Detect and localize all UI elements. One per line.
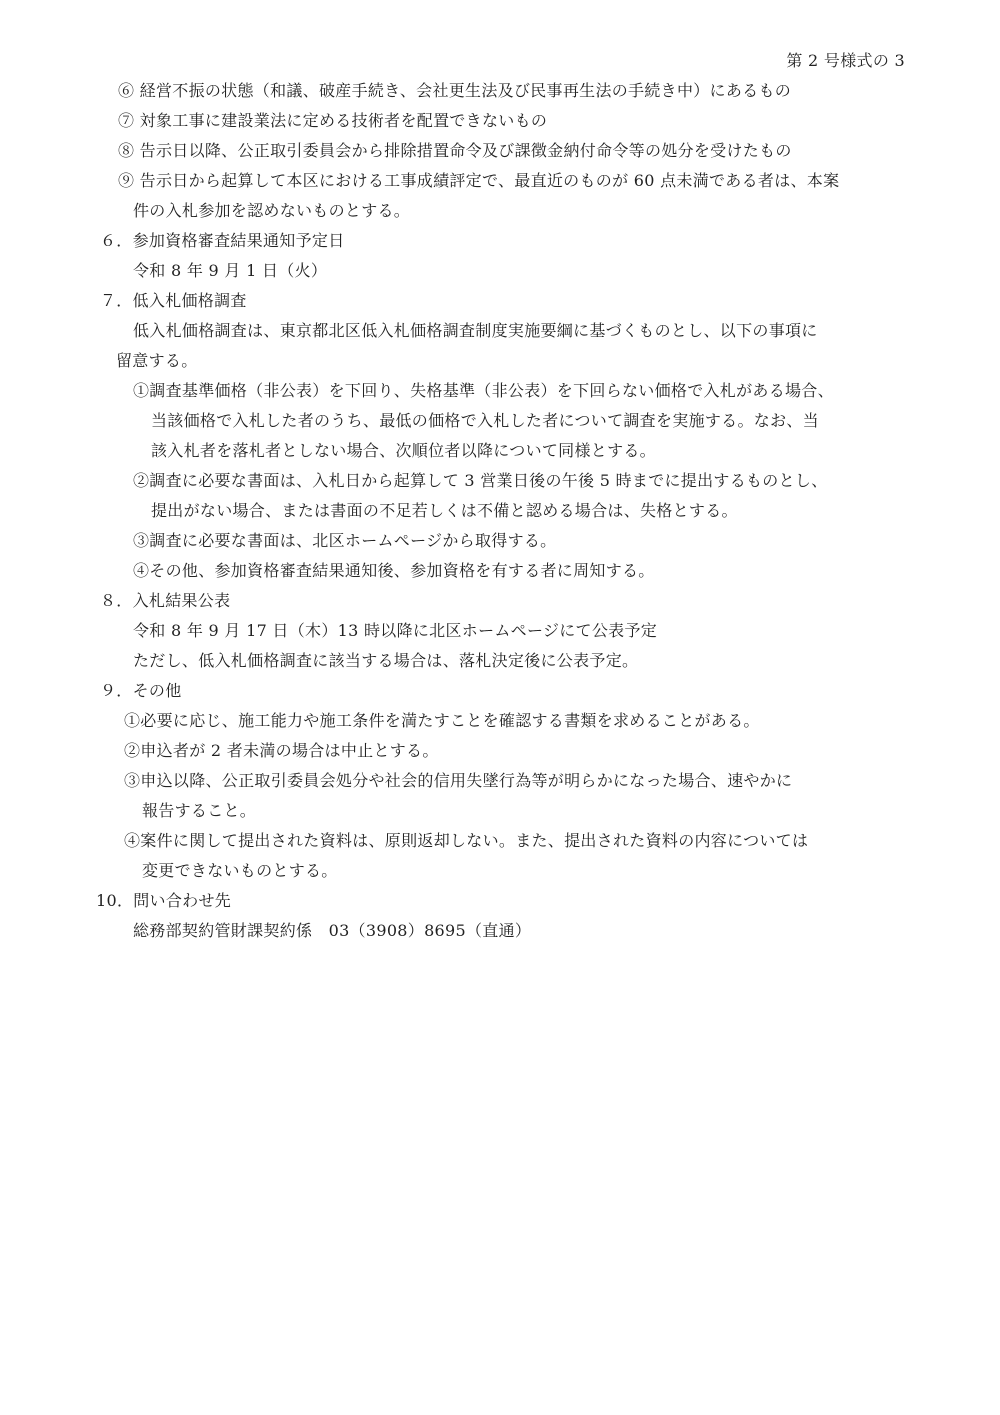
text-line: ⑥ 経営不振の状態（和議、破産手続き、会社更生法及び民事再生法の手続き中）にあるもの <box>118 81 792 100</box>
text-line: 留意する。 <box>116 351 198 370</box>
text-line: ④案件に関して提出された資料は、原則返却しない。また、提出された資料の内容については <box>124 831 809 850</box>
text-line: 令和 8 年 9 月 1 日（火） <box>133 261 328 280</box>
text-line: ただし、低入札価格調査に該当する場合は、落札決定後に公表予定。 <box>133 651 639 670</box>
text-line: 総務部契約管財課契約係 03（3908）8695（直通） <box>133 921 532 940</box>
text-line: ９．その他 <box>100 681 182 700</box>
text-line: 令和 8 年 9 月 17 日（木）13 時以降に北区ホームページにて公表予定 <box>133 621 658 640</box>
text-line: ⑦ 対象工事に建設業法に定める技術者を配置できないもの <box>118 111 548 130</box>
text-line: ①調査基準価格（非公表）を下回り、失格基準（非公表）を下回らない価格で入札がある場合、 <box>133 381 834 400</box>
text-line: 提出がない場合、または書面の不足若しくは不備と認める場合は、失格とする。 <box>151 501 738 520</box>
text-line: ⑧ 告示日以降、公正取引委員会から排除措置命令及び課徴金納付命令等の処分を受けたもの <box>118 141 792 160</box>
text-line: ①必要に応じ、施工能力や施工条件を満たすことを確認する書類を求めることがある。 <box>124 711 760 730</box>
text-line: ⑨ 告示日から起算して本区における工事成績評定で、最直近のものが 60 点未満である者は、本案 <box>118 171 840 190</box>
text-line: ②申込者が 2 者未満の場合は中止とする。 <box>124 741 439 760</box>
text-line: 報告すること。 <box>142 801 257 820</box>
text-line: ７．低入札価格調査 <box>100 291 247 310</box>
text-line: 変更できないものとする。 <box>142 861 338 880</box>
text-line: 件の入札参加を認めないものとする。 <box>133 201 411 220</box>
text-line: 低入札価格調査は、東京都北区低入札価格調査制度実施要綱に基づくものとし、以下の事項に <box>133 321 818 340</box>
text-line: 10．問い合わせ先 <box>96 891 232 910</box>
form-number: 第 2 号様式の 3 <box>786 51 905 70</box>
text-line: ６．参加資格審査結果通知予定日 <box>100 231 345 250</box>
text-line: ④その他、参加資格審査結果通知後、参加資格を有する者に周知する。 <box>133 561 655 580</box>
text-line: 当該価格で入札した者のうち、最低の価格で入札した者について調査を実施する。なお、当 <box>151 411 819 430</box>
text-line: ③調査に必要な書面は、北区ホームページから取得する。 <box>133 531 557 550</box>
text-line: ②調査に必要な書面は、入札日から起算して 3 営業日後の午後 5 時までに提出するものとし、 <box>133 471 828 490</box>
text-line: 該入札者を落札者としない場合、次順位者以降について同様とする。 <box>151 441 656 460</box>
text-line: ８．入札結果公表 <box>100 591 231 610</box>
text-line: ③申込以降、公正取引委員会処分や社会的信用失墜行為等が明らかになった場合、速やかに <box>124 771 793 790</box>
